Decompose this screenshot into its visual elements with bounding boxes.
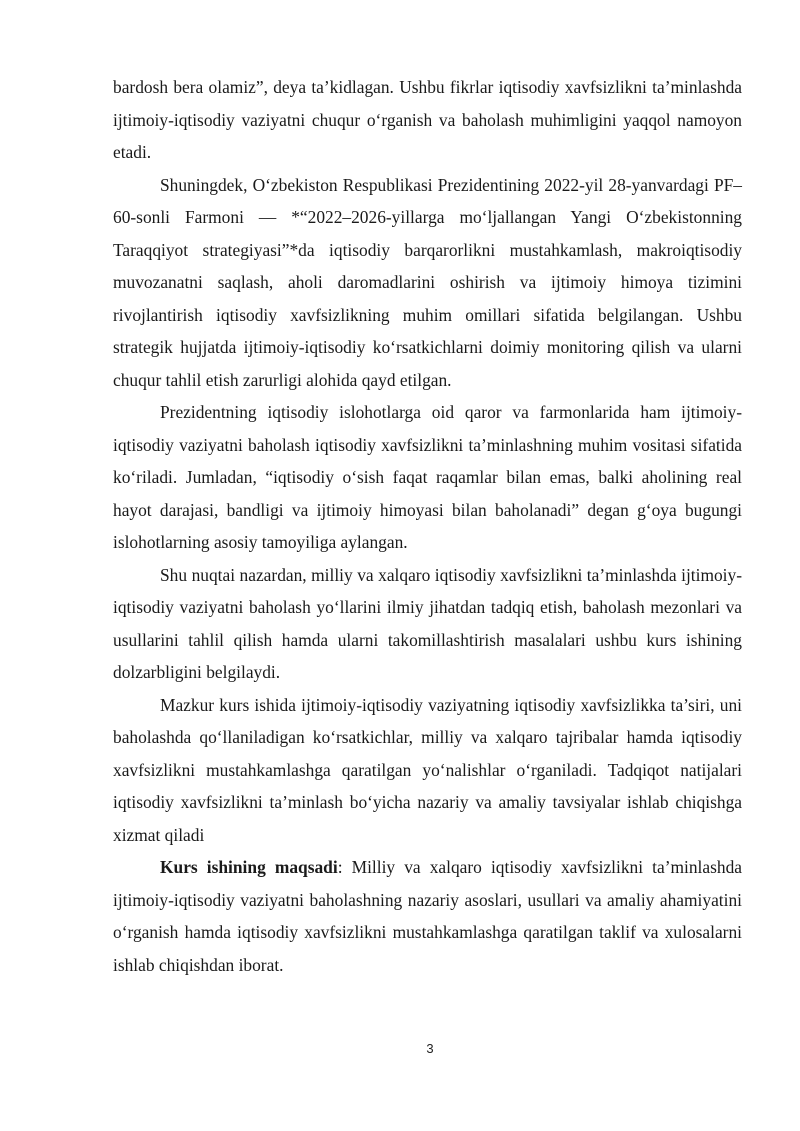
page-number: 3 bbox=[426, 1041, 434, 1056]
paragraph-reforms: Prezidentning iqtisodiy islohotlarga oid qaror va farmonlarida ham ijtimoiy-iqtisodiy vaziyatni baholash iqtisodiy xavfsizlikni ta’minlashning muhim vositasi sifatida ko‘riladi. Jumladan, “iqtisodiy o‘sish faqat raqamlar bilan emas, balki aholining real hayot darajasi, bandligi va ijtimoiy himoyasi bilan baholanadi” degan g‘oya bugungi islohotlarning asosiy tamoyiliga aylangan. bbox=[113, 402, 742, 552]
body-text bbox=[113, 71, 742, 981]
paragraph-relevance: Shu nuqtai nazardan, milliy va xalqaro iqtisodiy xavfsizlikni ta’minlashda ijtimoiy-iqtisodiy vaziyatni baholash yo‘llarini ilmiy jihatdan tadqiq etish, baholash mezonlari va usullarini tahlil qilish hamda ularni takomillashtirish masalalari ushbu kurs ishining dolzarbligini belgilaydi. bbox=[113, 564, 742, 682]
paragraph-strategy: Shuningdek, O‘zbekiston Respublikasi Prezidentining 2022-yil 28-yanvardagi PF–60-sonli Farmoni — *“2022–2026-yillarga mo‘ljallangan Yangi O‘zbekistonning Taraqqiyot strategiyasi”*da iqtisodiy barqarorlikni mustahkamlash, makroiqtisodiy muvozanatni saqlash, aholi daromadlarini oshirish va ijtimoiy himoya tizimini rivojlantirish iqtisodiy xavfsizlikning muhim omillari sifatida belgilangan. Ushbu strategik hujjatda ijtimoiy-iqtisodiy ko‘rsatkichlarni doimiy monitoring qilish va ularni chuqur tahlil etish zarurligi alohida qayd etilgan. bbox=[113, 174, 742, 390]
paragraph-continuation: bardosh bera olamiz”, deya ta’kidlagan. Ushbu fikrlar iqtisodiy xavfsizlikni ta’minlashda ijtimoiy-iqtisodiy vaziyatni chuqur o‘rganish va baholash muhimligini yaqqol namoyon etadi. bbox=[113, 77, 742, 162]
goal-label: Kurs ishining maqsadi bbox=[160, 857, 338, 877]
goal-text: : Milliy va xalqaro iqtisodiy xavfsizlikni ta’minlashda ijtimoiy-iqtisodiy vaziyatni baholashning nazariy asoslari, usullari va amaliy ahamiyatini o‘rganish hamda iqtisodiy xavfsizlikni mustahkamlashga qaratilgan taklif va xulosalarni ishlab chiqishdan iborat. bbox=[113, 857, 742, 975]
paragraph-scope: Mazkur kurs ishida ijtimoiy-iqtisodiy vaziyatning iqtisodiy xavfsizlikka ta’siri, uni baholashda qo‘llaniladigan ko‘rsatkichlar, milliy va xalqaro tajribalar hamda iqtisodiy xavfsizlikni mustahkamlashga qaratilgan yo‘nalishlar o‘rganiladi. Tadqiqot natijalari iqtisodiy xavfsizlikni ta’minlash bo‘yicha nazariy va amaliy tavsiyalar ishlab chiqishga xizmat qiladi bbox=[113, 694, 742, 845]
paragraph-goal bbox=[113, 851, 742, 981]
